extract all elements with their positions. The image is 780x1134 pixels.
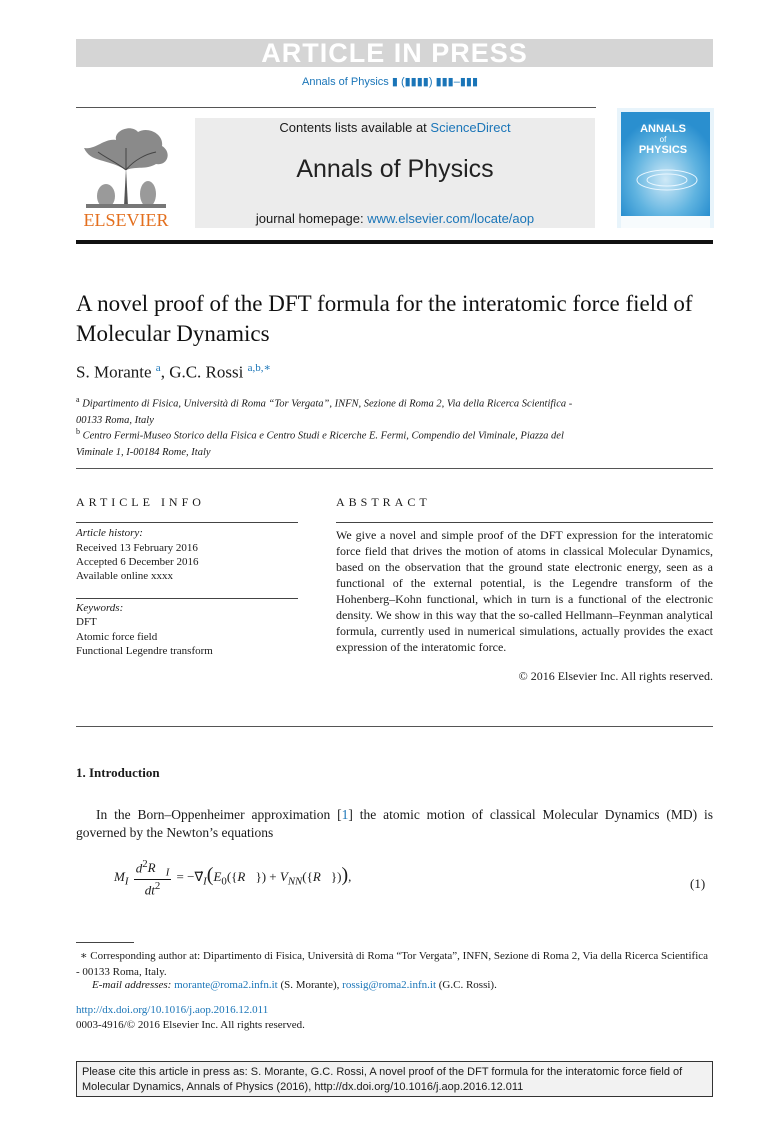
intro-paragraph: In the Born–Oppenheimer approximation [1] the atomic motion of classical Molecular Dynamics (MD) is governed by the Newton’s equations	[76, 807, 713, 840]
journal-title: Annals of Physics	[296, 155, 494, 183]
abstract-rule	[336, 522, 713, 523]
history-online: Available online xxxx	[76, 570, 173, 582]
cite-this-article-box: Please cite this article in press as: S. Morante, G.C. Rossi, A novel proof of the DFT formula for the interatomic force field of Molecular Dynamics, Annals of Physics (2016), http://dx.doi.org/10.1016/j.aop.2016.12.011	[76, 1061, 713, 1097]
abstract-copyright: © 2016 Elsevier Inc. All rights reserved.	[518, 669, 713, 683]
equation-newton: $M_I$ $\frac{d^2R⃗_I}{dt^2}$ = $-\nabla⃗_I(E_0(\{R⃗\})$ + $V_{NN}(\{R⃗\})$),	[114, 858, 352, 898]
article-in-press-banner: ARTICLE IN PRESS	[76, 39, 713, 67]
contents-prefix: Contents lists available at	[279, 120, 431, 135]
email-link[interactable]: rossig@roma2.infn.it	[342, 979, 437, 991]
keywords-label: Keywords:	[76, 602, 124, 614]
journal-cover-image	[617, 108, 714, 228]
abstract-heading: ABSTRACT	[336, 495, 431, 509]
elsevier-logo	[76, 118, 176, 230]
svg-text:ELSEVIER: ELSEVIER	[83, 210, 169, 230]
reference-link[interactable]: 1	[341, 807, 349, 822]
article-history-label: Article history:	[76, 527, 143, 539]
header-thick-rule	[76, 240, 713, 244]
history-accepted: Accepted 6 December 2016	[76, 556, 199, 568]
author-name: G.C. Rossi	[169, 362, 244, 382]
journal-reference: Annals of Physics ▮ (▮▮▮▮) ▮▮▮–▮▮▮	[301, 76, 479, 88]
article-info-rule	[76, 598, 298, 599]
svg-text:PHYSICS: PHYSICS	[638, 144, 688, 156]
section-rule	[76, 726, 713, 727]
affiliation-b: $^b$ Centro Fermi-Museo Storico della Fisica e Centro Studi e Ricerche E. Fermi, Compendio del Viminale, Piazza del Viminale 1, I-00184 Rome, Italy	[76, 427, 564, 458]
article-title: A novel proof of the DFT formula for the interatomic force field of Molecular Dynamics	[76, 291, 693, 346]
section-heading: 1. Introduction	[76, 765, 160, 780]
elsevier-tree-icon	[76, 118, 176, 230]
issn-line: 0003-4916/© 2016 Elsevier Inc. All rights reserved.	[76, 1019, 305, 1031]
email-link[interactable]: morante@roma2.infn.it	[174, 979, 278, 991]
keyword: Atomic force field	[76, 631, 158, 643]
equation-number: (1)	[690, 876, 706, 891]
article-info-rule	[76, 522, 298, 523]
journal-homepage-line	[195, 211, 595, 226]
homepage-prefix: journal homepage:	[255, 211, 368, 226]
author-name: S. Morante	[76, 362, 152, 382]
homepage-link[interactable]: www.elsevier.com/locate/aop	[367, 211, 535, 226]
contents-line	[195, 120, 595, 135]
sciencedirect-link[interactable]: ScienceDirect	[430, 120, 511, 135]
keyword: Functional Legendre transform	[76, 645, 213, 657]
keyword: DFT	[76, 616, 97, 628]
section-rule	[76, 468, 713, 469]
footnote-rule	[76, 942, 134, 943]
author-affiliation-link[interactable]: a	[155, 362, 161, 374]
header-rule	[76, 107, 596, 108]
abstract-text: We give a novel and simple proof of the DFT expression for the interatomic force field that drives the motion of atoms in classical Molecular Dynamics, based on the observation that the ground state electronic energy, seen as a functional of the external potential, is the Legendre transform of the Hohenberg–Kohn functional, which in turn is a functional of the electronic density. We show in this way that the so-called Hellmann–Feynman analytical formula, currently used in numerical simulations, actually provides the exact expression of the interatomic force.	[336, 528, 713, 654]
affiliation-a: $^a$ Dipartimento di Fisica, Università di Roma “Tor Vergata”, INFN, Sezione di Roma 2, Via della Ricerca Scientifica - 00133 Roma, Italy	[76, 395, 573, 426]
doi-link[interactable]: http://dx.doi.org/10.1016/j.aop.2016.12.011	[76, 1004, 269, 1016]
author-affiliation-link[interactable]: a,b,∗	[247, 362, 271, 374]
svg-text:ANNALS: ANNALS	[640, 123, 686, 135]
email-addresses: E-mail addresses: morante@roma2.infn.it (S. Morante), rossig@roma2.infn.it (G.C. Rossi).	[92, 979, 497, 991]
article-info-heading: ARTICLE INFO	[76, 495, 205, 509]
author-list: S. Morante $^a$, G.C. Rossi $^{a,b,∗}$	[76, 362, 271, 382]
corresponding-author-footnote: ∗ Corresponding author at: Dipartimento di Fisica, Università di Roma “Tor Vergata”, INFN, Sezione di Roma 2, Via della Ricerca Scientifica - 00133 Roma, Italy.	[76, 950, 709, 978]
history-received: Received 13 February 2016	[76, 542, 198, 554]
svg-text:of: of	[659, 135, 667, 144]
